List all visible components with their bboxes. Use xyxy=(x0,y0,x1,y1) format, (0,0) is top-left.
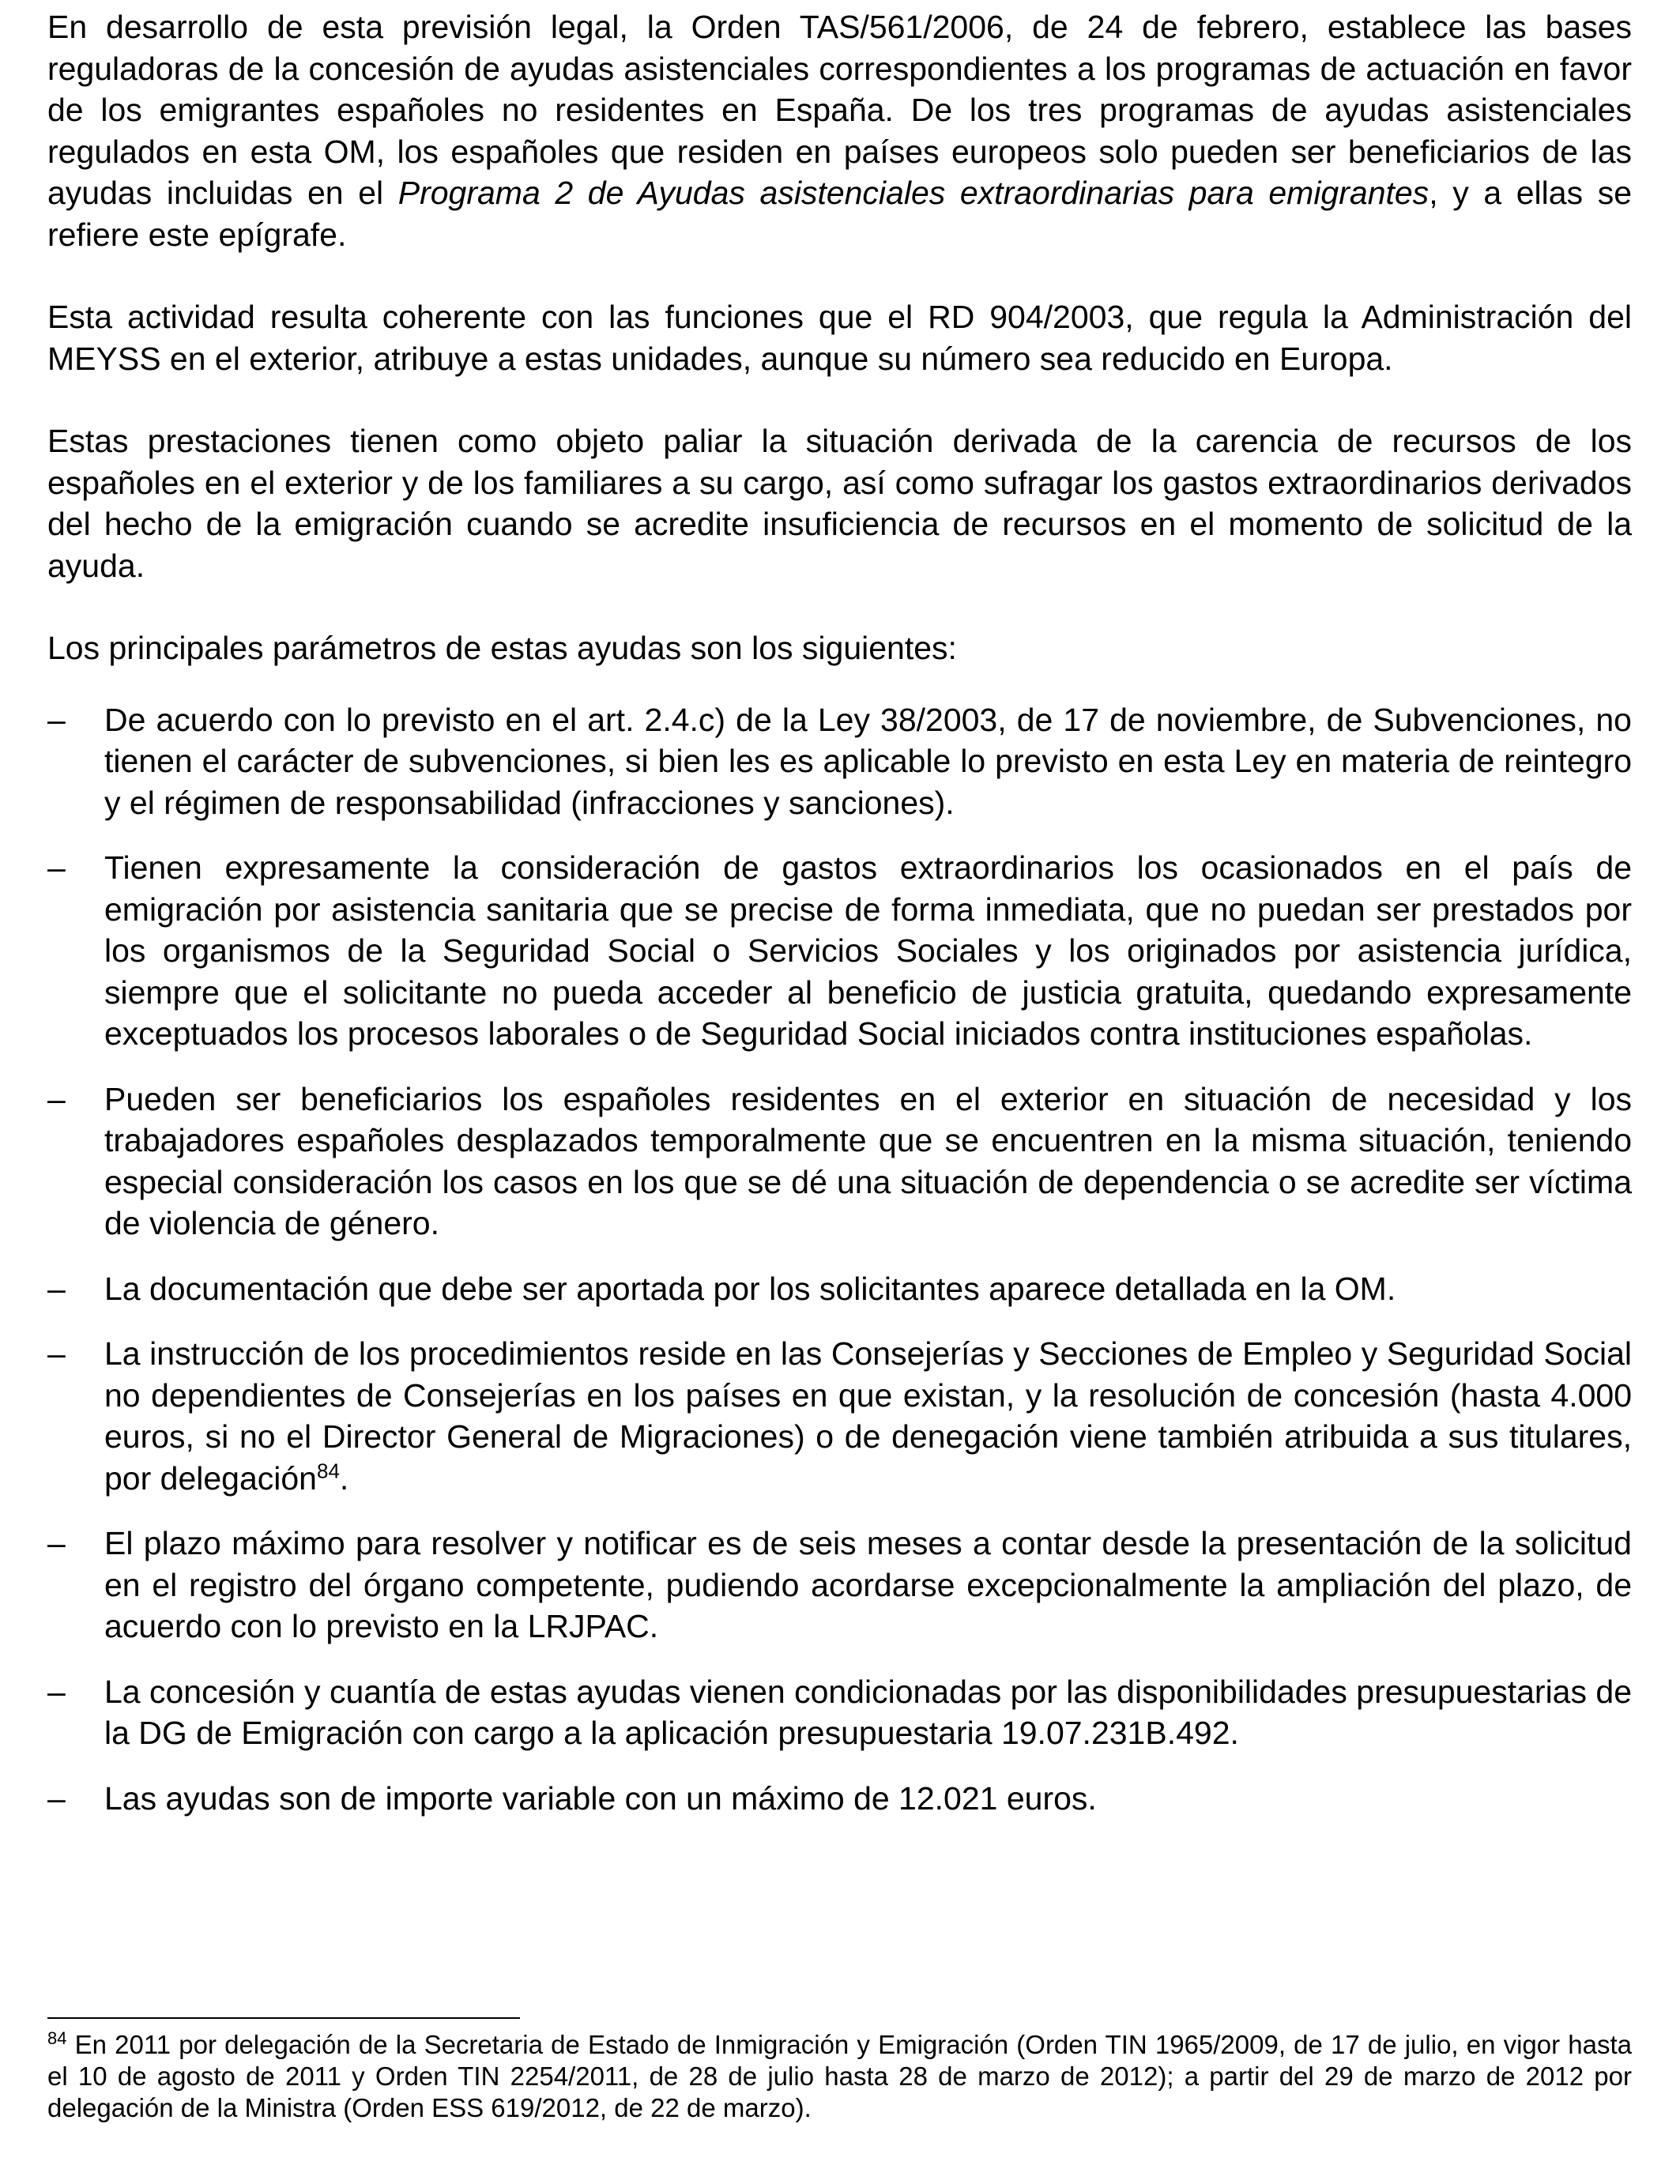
paragraph-text: En desarrollo de esta previsión legal, la Orden TAS/561/2006, de 24 de febrero, establece las bases reguladoras de la concesión de ayudas asistenciales correspondientes a los programas de actuación en favor de los emigrantes españoles no residentes en España. De los tres programas de ayudas asistenciales regulados en esta OM, los españoles que residen en países europeos solo pueden ser beneficiarios de las ayudas incluidas en el xyxy=(47,9,1632,211)
dash-bullet-icon: – xyxy=(47,1779,66,1817)
dash-bullet-icon: – xyxy=(47,849,66,886)
list-item-text: Tienen expresamente la consideración de gastos extraordinarios los ocasionados en el país de emigración por asistencia sanitaria que se precise de forma inmediata, que no puedan ser prestados por los organismos de la Seguridad Social o Servicios Sociales y los originados por asistencia jurídica, siempre que el solicitante no pueda acceder al beneficio de justicia gratuita, quedando expresamente exceptuados los procesos laborales o de Seguridad Social iniciados contra instituciones españolas. xyxy=(104,849,1632,1052)
list-item xyxy=(47,1079,1632,1245)
dash-bullet-icon: – xyxy=(47,1525,66,1561)
list-item xyxy=(47,1268,1632,1310)
list-item-text: La documentación que debe ser aportada por los solicitantes aparece detallada en la OM. xyxy=(104,1270,1396,1307)
list-item xyxy=(47,1778,1632,1820)
footnote-reference-84[interactable]: 84 xyxy=(316,1458,340,1482)
list-item-text: Las ayudas son de importe variable con un máximo de 12.021 euros. xyxy=(104,1779,1097,1817)
list-item-text: De acuerdo con lo previsto en el art. 2.4.c) de la Ley 38/2003, de 17 de noviembre, de Subvenciones, no tienen el carácter de subvenciones, si bien les es aplicable lo previsto en esta Ley en materia de reintegro y el régimen de responsabilidad (infracciones y sanciones). xyxy=(104,701,1632,821)
dash-bullet-icon: – xyxy=(47,1673,66,1710)
footnote-text: En 2011 por delegación de la Secretaria de Estado de Inmigración y Emigración (Orden TIN 1965/2009, de 17 de julio, en vigor hasta el 10 de agosto de 2011 y Orden TIN 2254/2011, de 28 de julio hasta 28 de marzo de 2012); a partir del 29 de marzo de 2012 por delegación de la Ministra (Orden ESS 619/2012, de 22 de marzo). xyxy=(47,2030,1632,2122)
dash-bullet-icon: – xyxy=(47,1335,66,1372)
footnote-84 xyxy=(47,2029,1632,2124)
list-item-text: La concesión y cuantía de estas ayudas vienen condicionadas por las disponibilidades presupuestarias de la DG de Emigración con cargo a la aplicación presupuestaria 19.07.231B.492. xyxy=(104,1673,1632,1751)
list-item xyxy=(47,1523,1632,1647)
paragraph-rd-904: Esta actividad resulta coherente con las funciones que el RD 904/2003, que regula la Administración del MEYSS en el exterior, atribuye a estas unidades, aunque su número sea reducido en Europa. xyxy=(47,299,1632,377)
paragraph-prestaciones: Estas prestaciones tienen como objeto paliar la situación derivada de la carencia de recursos de los españoles en el exterior y de los familiares a su cargo, así como sufragar los gastos extraordinarios derivados del hecho de la emigración cuando se acredite insuficiencia de recursos en el momento de solicitud de la ayuda. xyxy=(47,423,1632,584)
paragraph-text-end: , y a ellas se refiere este epígrafe. xyxy=(47,175,1632,253)
dash-bullet-icon: – xyxy=(47,1080,66,1117)
list-item xyxy=(47,1333,1632,1499)
footnote-number: 84 xyxy=(47,2028,67,2048)
list-item xyxy=(47,847,1632,1055)
footnote-separator xyxy=(47,2017,520,2019)
document-page xyxy=(47,6,1632,1843)
list-item xyxy=(47,1671,1632,1754)
list-item-text: Pueden ser beneficiarios los españoles residentes en el exterior en situación de necesidad y los trabajadores españoles desplazados temporalmente que se encuentren en la misma situación, teniendo especial consideración los casos en los que se dé una situación de dependencia o se acredite ser víctima de violencia de género. xyxy=(104,1080,1632,1241)
list-item-text: La instrucción de los procedimientos reside en las Consejerías y Secciones de Empleo y Seguridad Social no dependientes de Consejerías en los países en que existan, y la resolución de concesión (hasta 4.000 euros, si no el Director General de Migraciones) o de denegación viene también atribuida a sus titulares, por delegación xyxy=(104,1335,1632,1497)
program-name-italic: Programa 2 de Ayudas asistenciales extraordinarias para emigrantes xyxy=(397,175,1430,211)
list-item xyxy=(47,699,1632,824)
dash-bullet-icon: – xyxy=(47,701,66,738)
dash-bullet-icon: – xyxy=(47,1270,66,1307)
paragraph-parametros-intro: Los principales parámetros de estas ayudas son los siguientes: xyxy=(47,630,957,666)
list-item-text-end: . xyxy=(339,1459,349,1497)
list-item-text: El plazo máximo para resolver y notificar es de seis meses a contar desde la presentación de la solicitud en el registro del órgano competente, pudiendo acordarse excepcionalmente la ampliación del plazo, de acuerdo con lo previsto en la LRJPAC. xyxy=(104,1525,1632,1644)
parameters-list xyxy=(47,699,1632,1820)
paragraph-orden-tas xyxy=(47,6,1632,255)
